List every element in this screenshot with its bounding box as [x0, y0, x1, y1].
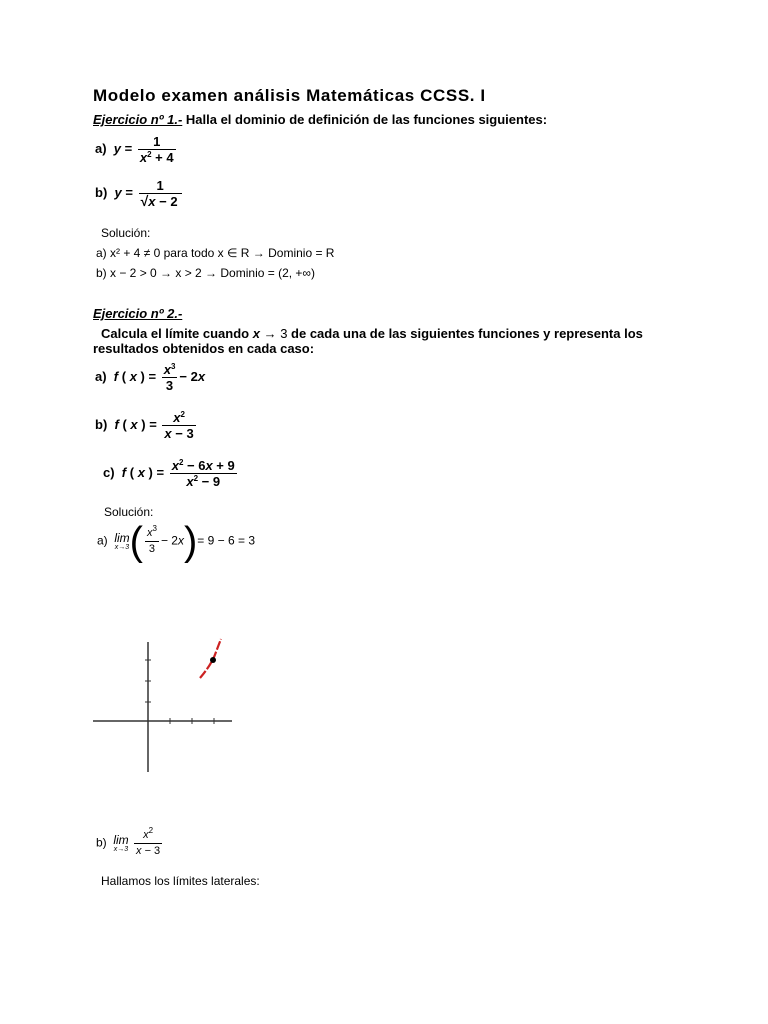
limit-graph: [90, 634, 240, 776]
ex2-c-fraction: $\frac{x^2 - 6x + 9}{x^2 - 9}$: [171, 458, 235, 489]
ex2-b-label: b): [95, 416, 108, 432]
ex2-text-part1: Calcula el límite cuando: [101, 326, 253, 341]
ex2-b-fraction: $\frac{x^2}{x - 3}$: [164, 410, 194, 441]
exercise-2-label: Ejercicio nº 2.-: [93, 306, 183, 321]
ex2-text-part2: de cada una de las siguientes funciones y representa los: [287, 326, 643, 341]
ex2-sol-b-label: b): [96, 835, 107, 850]
lateral-limits-text: Hallamos los límites laterales:: [101, 874, 260, 888]
exercise-2-heading: [93, 306, 182, 321]
ex2-sol-b-fraction: $\frac{x^2}{x - 3}$: [136, 826, 161, 857]
ex1-a-fraction: $\frac{1}{x^2 + 4}$: [139, 134, 174, 165]
limit-symbol-b: lim x→3: [113, 832, 129, 853]
exercise-1-heading: [93, 112, 547, 127]
exercise-2-instructions-line1: Calcula el límite cuando x → 3 de cada una de las siguientes funciones y representa los: [101, 326, 643, 341]
ex1-solution-b: b) x − 2 > 0 → x > 2 → Dominio = (2, +∞): [96, 266, 315, 280]
limit-symbol: lim x→3: [114, 530, 130, 551]
exercise-1-text: Halla el dominio de definición de las funciones siguientes:: [182, 112, 548, 127]
ex2-solution-label: Solución:: [104, 505, 154, 519]
ex2-a-label: a): [95, 368, 107, 384]
document-title: Modelo examen análisis Matemáticas CCSS. I: [93, 86, 486, 105]
ex1-item-a: a) y = $\frac{1}{x^2 + 4}$: [95, 134, 174, 165]
ex2-solution-b: [96, 828, 164, 859]
ex1-a-label: a): [95, 140, 107, 156]
ex1-solution-a: a) x² + 4 ≠ 0 para todo x ∈ R → Dominio = R: [96, 246, 335, 260]
ex2-item-b: b) f ( x ) = $\frac{x^2}{x - 3}$: [95, 410, 194, 441]
ex2-sol-a-result: = 9 − 6 = 3: [197, 533, 256, 548]
ex2-c-label: c): [103, 464, 115, 480]
ex2-sol-a-label: a): [97, 533, 108, 548]
ex1-b-label: b): [95, 184, 108, 200]
ex2-item-a: a) f ( x ) = $\frac{x^3}{3}$ − 2x: [95, 362, 206, 393]
ex1-solution-label: Solución:: [101, 226, 151, 240]
ex2-solution-a: a) lim x→3 ( $\frac{x^3}{3}$ − 2x)= 9 − 6 = 3: [97, 519, 256, 564]
ex1-b-fraction: $\frac{1}{√x - 2}$: [139, 178, 182, 209]
exercise-1-label: Ejercicio nº 1.-: [93, 112, 183, 127]
exercise-2-instructions-line2: resultados obtenidos en cada caso:: [93, 341, 315, 356]
ex2-item-c: c) f ( x ) = $\frac{x^2 - 6x + 9}{x^2 - 9}$: [103, 458, 235, 489]
ex2-a-fraction: $\frac{x^3}{3}$: [163, 362, 176, 393]
limit-point: [210, 657, 216, 663]
ex1-item-b: b) y = $\frac{1}{√x - 2}$: [95, 178, 184, 209]
